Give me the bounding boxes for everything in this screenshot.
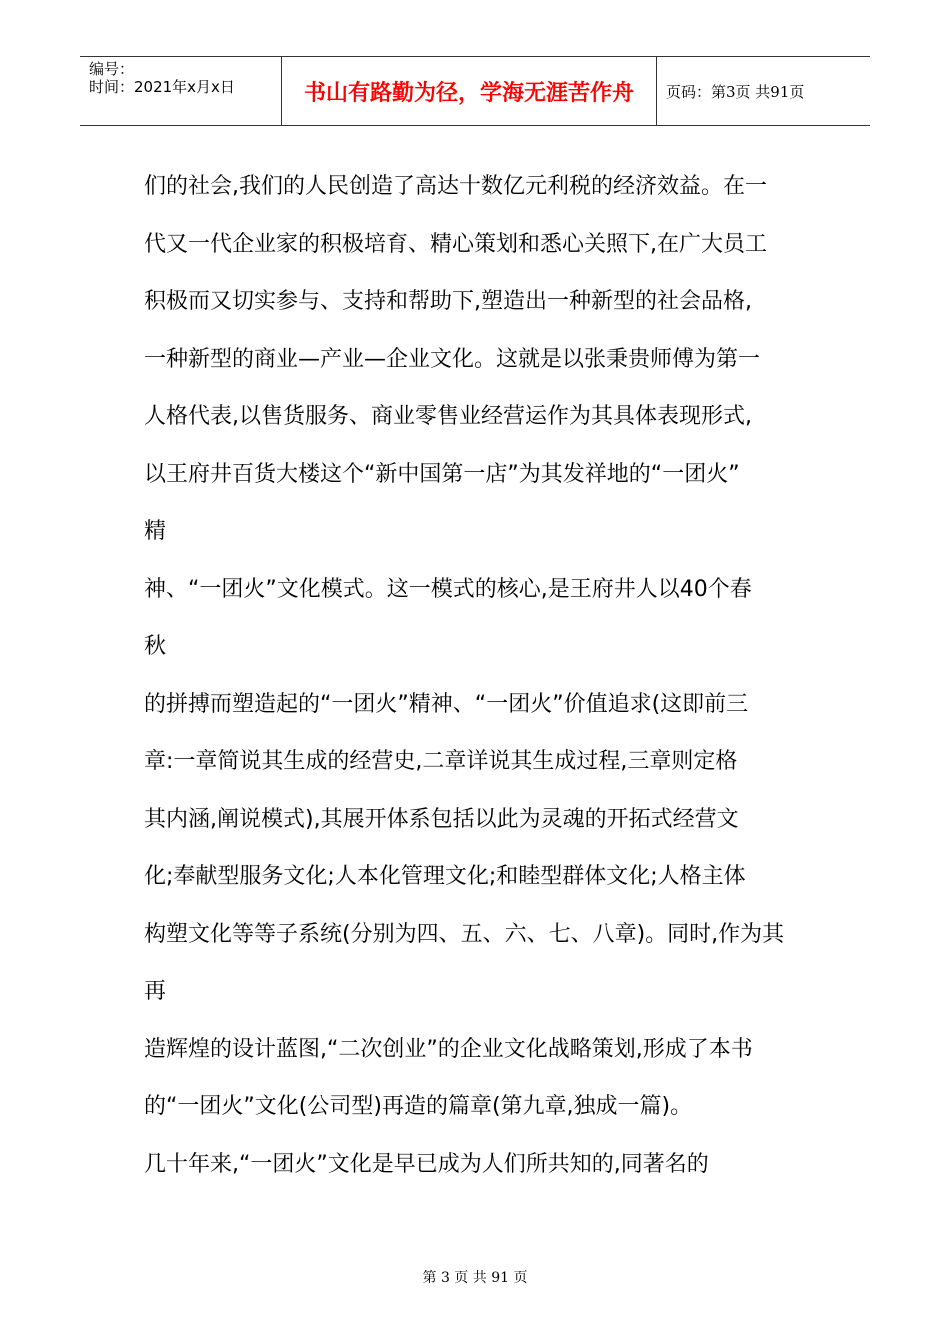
text-line: 构塑文化等等子系统(分别为四、五、六、七、八章)。同时,作为其 [144,921,785,947]
text-line: 秋 [144,634,167,659]
text-line: 再 [144,979,167,1004]
header-page-cell [657,57,870,125]
date-label: 时间：2021年x月x日 [89,78,235,96]
text-line: 人格代表,以售货服务、商业零售业经营运作为其具体表现形式, [144,404,752,429]
page-footer: 第 3 页 共 91 页 [422,1270,528,1286]
text-line: 一种新型的商业—产业—企业文化。这就是以张秉贵师傅为第一 [144,346,761,372]
header-info-cell [80,57,281,125]
document-body [144,165,824,1200]
text-line: 的“一团火”文化(公司型)再造的篇章(第九章,独成一篇)。 [144,1094,693,1119]
text-line: 的拼搏而塑造起的“一团火”精神、“一团火”价值追求(这即前三 [144,691,749,717]
text-line: 代又一代企业家的积极培育、精心策划和悉心关照下,在广大员工 [144,231,767,257]
text-line: 造辉煌的设计蓝图,“二次创业”的企业文化战略策划,形成了本书 [144,1036,753,1062]
text-line: 以王府井百货大楼这个“新中国第一店”为其发祥地的“一团火” [144,461,740,487]
serial-number-label: 编号： [89,60,135,78]
text-line: 们的社会,我们的人民创造了高达十数亿元利税的经济效益。在一 [144,174,767,199]
text-line: 章:一章简说其生成的经营史,二章详说其生成过程,三章则定格 [144,749,738,774]
text-line: 几十年来,“一团火”文化是早已成为人们所共知的,同著名的 [144,1151,709,1177]
text-line: 其内涵,阐说模式),其展开体系包括以此为灵魂的开拓式经营文 [144,806,739,832]
text-line: 化;奉献型服务文化;人本化管理文化;和睦型群体文化;人格主体 [144,864,746,889]
header-page-code: 页码：第3页 共91页 [666,83,805,101]
text-line: 积极而又切实参与、支持和帮助下,塑造出一种新型的社会品格, [144,289,752,314]
text-line: 神、“一团火”文化模式。这一模式的核心,是王府井人以40个春 [144,576,752,602]
text-line: 精 [144,519,167,544]
page-header [80,56,870,126]
header-motto-cell [281,57,657,125]
header-motto: 书山有路勤为径，学海无涯苦作舟 [303,80,634,106]
